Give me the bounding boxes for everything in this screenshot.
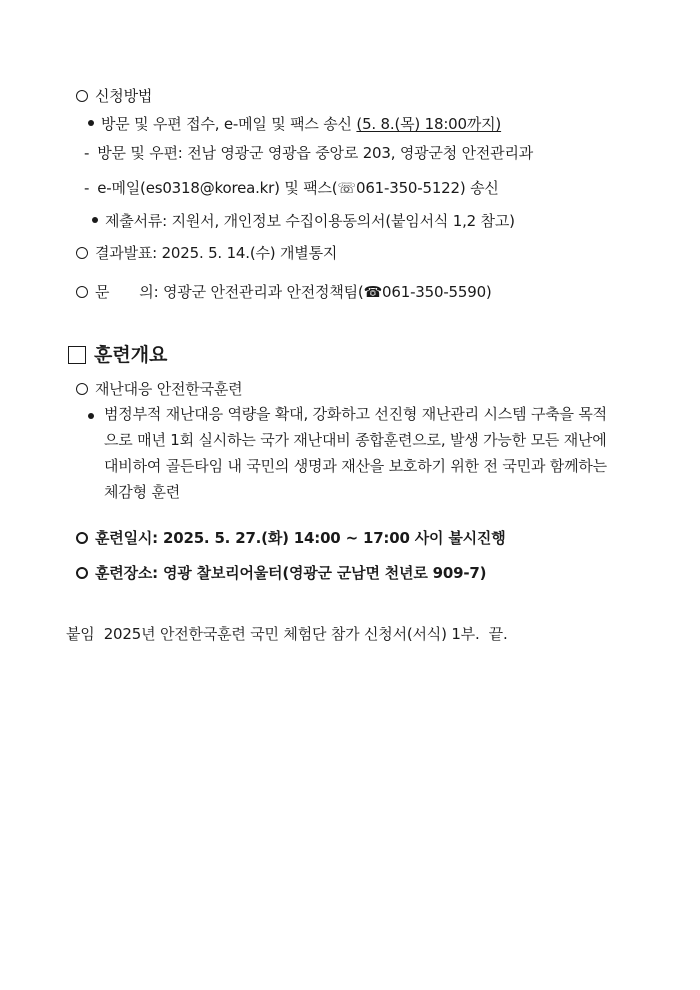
method-heading: 신청방법 xyxy=(76,86,152,106)
circle-bullet-icon xyxy=(76,532,88,544)
result-announcement: 결과발표: 2025. 5. 14.(수) 개별통지 xyxy=(76,243,337,263)
circle-bullet-icon xyxy=(76,90,88,102)
checkbox-square-icon xyxy=(68,346,86,364)
dash-bullet-icon: - xyxy=(84,144,90,162)
visit-method-item: 방문 및 우편 접수, e-메일 및 팩스 송신 (5. 8.(목) 18:00까지) xyxy=(88,114,501,134)
dot-bullet-icon-row xyxy=(88,407,101,427)
dot-bullet-icon xyxy=(88,413,94,419)
overview-description xyxy=(104,401,640,505)
dash-bullet-icon: - xyxy=(84,179,90,197)
inquiry-line: 문 의: 영광군 안전관리과 안전정책팀(☎061-350-5590) xyxy=(76,282,492,302)
circle-bullet-icon xyxy=(76,383,88,395)
description-line: 체감형 훈련 xyxy=(104,483,181,501)
deadline-text: (5. 8.(목) 18:00까지) xyxy=(356,115,502,133)
circle-bullet-icon xyxy=(76,247,88,259)
address-item: - 방문 및 우편: 전남 영광군 영광읍 중앙로 203, 영광군청 안전관리과 xyxy=(84,144,534,162)
training-location: 훈련장소: 영광 찰보리어울터(영광군 군남면 천년로 909-7) xyxy=(76,563,486,583)
overview-subheading: 재난대응 안전한국훈련 xyxy=(76,379,242,399)
description-line: 범정부적 재난대응 역량을 확대, 강화하고 선진형 재난관리 시스템 구축을 목적 xyxy=(104,405,607,423)
circle-bullet-icon xyxy=(76,286,88,298)
documents-item: 제출서류: 지원서, 개인정보 수집이용동의서(붙임서식 1,2 참고) xyxy=(92,211,515,231)
training-datetime: 훈련일시: 2025. 5. 27.(화) 14:00 ~ 17:00 사이 불시진행 xyxy=(76,528,506,548)
description-line: 으로 매년 1회 실시하는 국가 재난대비 종합훈련으로, 발생 가능한 모든 재난에 xyxy=(104,431,607,449)
dot-bullet-icon xyxy=(92,217,98,223)
section-title: 훈련개요 xyxy=(68,343,167,367)
circle-bullet-icon xyxy=(76,567,88,579)
email-fax-item: - e-메일(es0318@korea.kr) 및 팩스(☏061-350-5122) 송신 xyxy=(84,179,499,197)
dot-bullet-icon xyxy=(88,120,94,126)
attachment-note: 붙임 2025년 안전한국훈련 국민 체험단 참가 신청서(서식) 1부. 끝. xyxy=(66,625,508,643)
description-line: 대비하여 골든타임 내 국민의 생명과 재산을 보호하기 위한 전 국민과 함께하는 xyxy=(104,457,607,475)
